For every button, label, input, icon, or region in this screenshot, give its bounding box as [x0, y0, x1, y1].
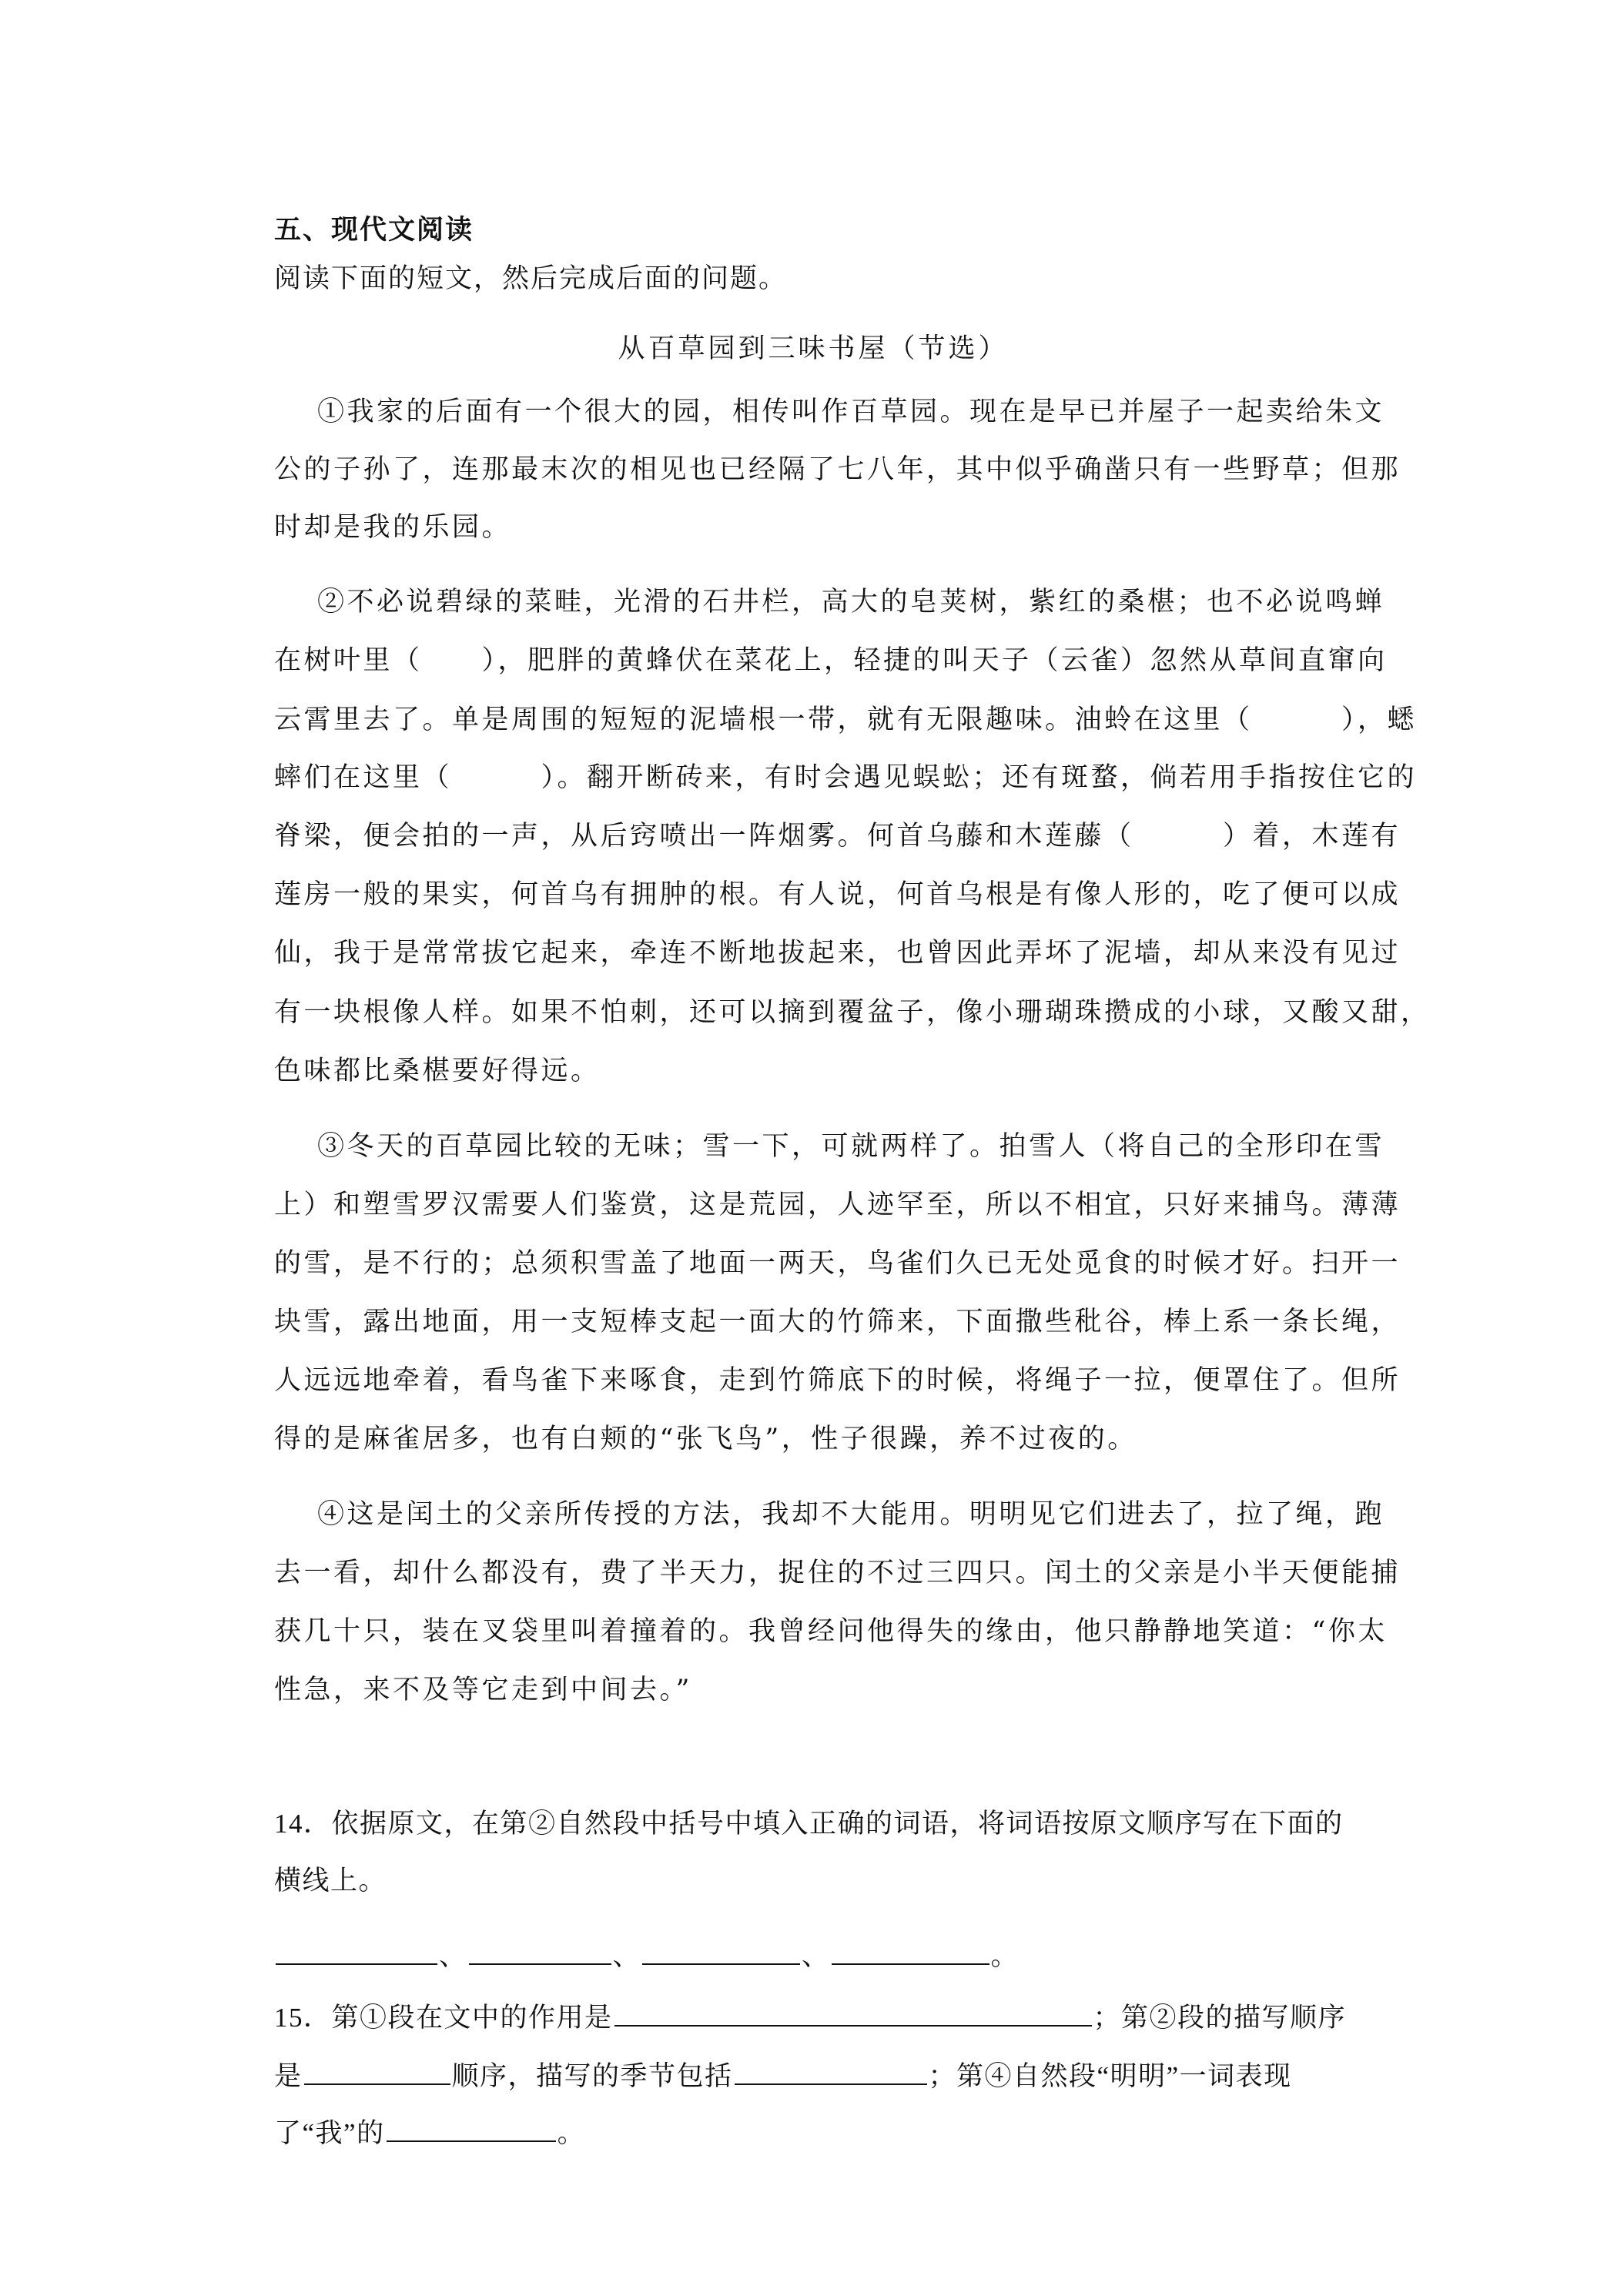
- passage-line: 色味都比桑椹要好得远。: [274, 1056, 601, 1086]
- answer-blank-order[interactable]: [304, 2054, 450, 2085]
- passage-line: 公的子孙了，连那最末次的相见也已经隔了七八年，其中似乎确凿只有一些野草；但那: [274, 454, 1401, 485]
- passage-line: ②不必说碧绿的菜畦，光滑的石井栏，高大的皂荚树，紫红的桑椹；也不必说鸣蝉: [317, 587, 1385, 618]
- separator: 、: [802, 1941, 830, 1971]
- passage-line: 脊梁，便会拍的一声，从后窍喷出一阵烟雾。何首乌藤和木莲藤（ ）着，木莲有: [274, 821, 1401, 852]
- passage-line: ①我家的后面有一个很大的园，相传叫作百草园。现在是早已并屋子一起卖给朱文: [317, 397, 1385, 427]
- section-instruction: 阅读下面的短文，然后完成后面的问题。: [274, 263, 788, 294]
- passage-line: 得的是麻雀居多，也有白颊的“张飞鸟”，性子很躁，养不过夜的。: [274, 1424, 1137, 1454]
- passage-line: 有一块根像人样。如果不怕刺，还可以摘到覆盆子，像小珊瑚珠攒成的小球，又酸又甜，: [274, 997, 1431, 1028]
- answer-blank-3[interactable]: [642, 1934, 800, 1965]
- passage-line: 时却是我的乐园。: [274, 512, 512, 543]
- passage-line: 获几十只，装在叉袋里叫着撞着的。我曾经问他得失的缘由，他只静静地笑道：“你太: [274, 1616, 1388, 1647]
- question-14-text: 14．依据原文，在第②自然段中括号中填入正确的词语，将词语按原文顺序写在下面的: [274, 1809, 1344, 1839]
- question-14-text-cont: 横线上。: [274, 1866, 387, 1896]
- passage-line: ③冬天的百草园比较的无味；雪一下，可就两样了。拍雪人（将自己的全形印在雪: [317, 1131, 1385, 1162]
- passage-line: 的雪，是不行的；总须积雪盖了地面一两天，鸟雀们久已无处觅食的时候才好。扫开一: [274, 1248, 1401, 1279]
- question-15-line-2: 是 顺序，描写的季节包括 ；第④自然段“明明”一词表现: [274, 2054, 1352, 2093]
- passage-line: 云霄里去了。单是周围的短短的泥墙根一带，就有无限趣味。油蛉在这里（ ），蟋: [274, 705, 1418, 735]
- separator: 、: [612, 1941, 641, 1971]
- question-15-line-3: 了“我”的 。: [274, 2111, 1352, 2150]
- answer-blank-feeling[interactable]: [387, 2111, 556, 2142]
- period: 。: [990, 1941, 1020, 1971]
- passage-line: 上）和塑雪罗汉需要人们鉴赏，这是荒园，人迹罕至，所以不相宜，只好来捕鸟。薄薄: [274, 1190, 1401, 1220]
- passage-line: 去一看，却什么都没有，费了半天力，捉住的不过三四只。闰土的父亲是小半天便能捕: [274, 1558, 1401, 1588]
- passage-line: ④这是闰土的父亲所传授的方法，我却不大能用。明明见它们进去了，拉了绳，跑: [317, 1499, 1385, 1530]
- passage-line: 性急，来不及等它走到中间去。”: [274, 1675, 692, 1705]
- question-15-line-1: 15．第①段在文中的作用是 ；第②段的描写顺序: [274, 1996, 1352, 2034]
- section-heading: 五、现代文阅读: [274, 214, 474, 246]
- question-14-answer-row: [274, 1934, 1352, 1973]
- answer-blank-4[interactable]: [832, 1934, 989, 1965]
- passage-line: 人远远地牵着，看鸟雀下来啄食，走到竹筛底下的时候，将绳子一拉，便罩住了。但所: [274, 1365, 1401, 1396]
- answer-blank-seasons[interactable]: [735, 2054, 927, 2085]
- passage-line: 块雪，露出地面，用一支短棒支起一面大的竹筛来，下面撒些秕谷，棒上系一条长绳，: [274, 1307, 1401, 1337]
- passage-line: 在树叶里（ ），肥胖的黄蜂伏在菜花上，轻捷的叫天子（云雀）忽然从草间直窜向: [274, 645, 1388, 676]
- passage-line: 仙，我于是常常拔它起来，牵连不断地拔起来，也曾因此弄坏了泥墙，却从来没有见过: [274, 938, 1401, 969]
- passage-title: 从百草园到三味书屋（节选）: [618, 333, 1009, 364]
- separator: 、: [439, 1941, 467, 1971]
- answer-blank-1[interactable]: [276, 1934, 437, 1965]
- answer-blank-2[interactable]: [469, 1934, 611, 1965]
- answer-blank-role[interactable]: [614, 1996, 1092, 2027]
- passage-line: 莲房一般的果实，何首乌有拥肿的根。有人说，何首乌根是有像人形的，吃了便可以成: [274, 879, 1401, 910]
- passage-line: 蟀们在这里（ ）。翻开断砖来，有时会遇见蜈蚣；还有斑蝥，倘若用手指按住它的: [274, 762, 1418, 793]
